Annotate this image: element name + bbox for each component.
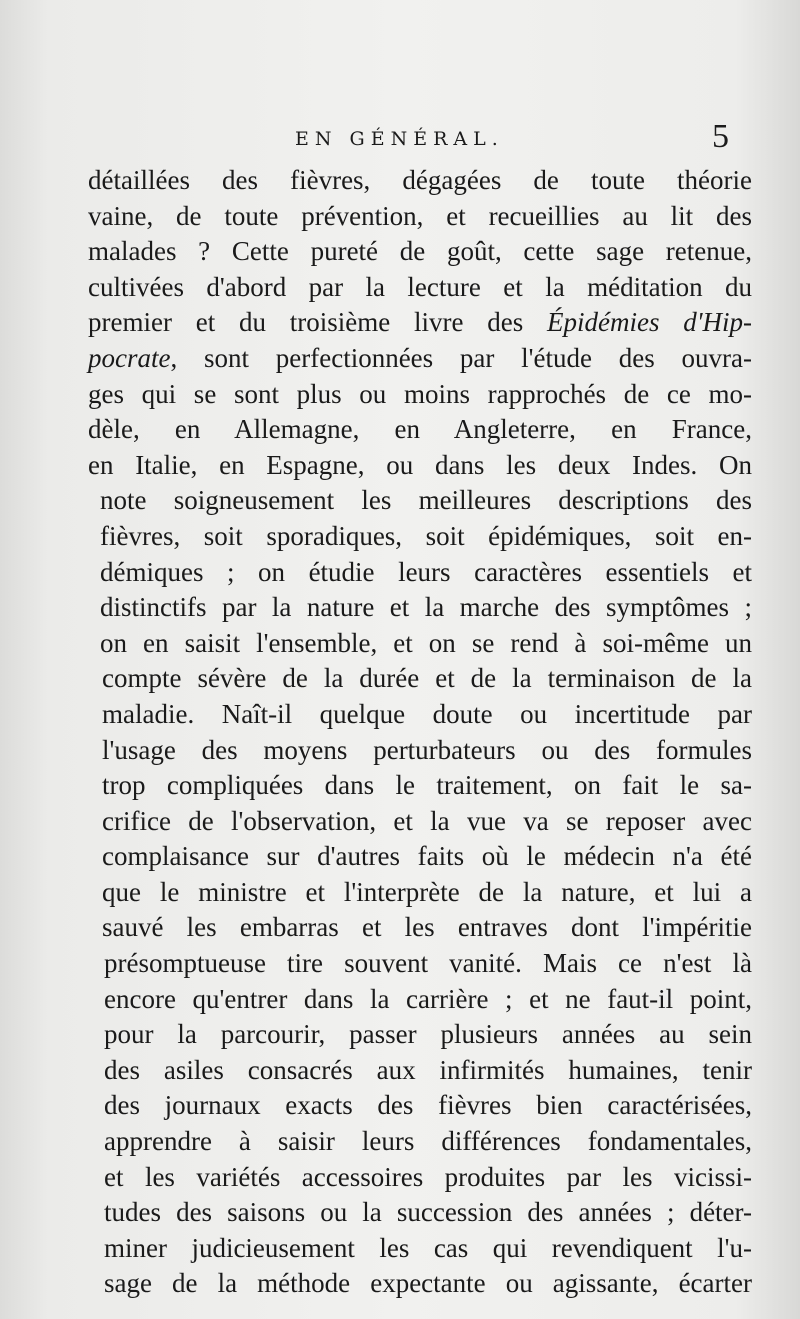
text-line: vaine, de toute prévention, et recueillies au lit des — [88, 200, 752, 231]
page-number: 5 — [712, 118, 729, 155]
running-head: EN GÉNÉRAL. — [295, 128, 504, 150]
text-line: apprendre à saisir leurs différences fondamentales, — [104, 1126, 752, 1157]
text-line: dèle, en Allemagne, en Angleterre, en France, — [88, 414, 752, 445]
text-line: présomptueuse tire souvent vanité. Mais ce n'est là — [104, 948, 752, 979]
text-line — [88, 305, 752, 341]
text-line: en Italie, en Espagne, ou dans les deux Indes. On — [88, 449, 752, 480]
text-line: encore qu'entrer dans la carrière ; et ne faut-il point, — [104, 983, 752, 1014]
text-line: pour la parcourir, passer plusieurs années au sein — [104, 1019, 752, 1050]
text-line: que le ministre et l'interprète de la nature, et lui a — [102, 876, 752, 907]
text-segment: , sont perfectionnées par l'étude des ouvra- — [170, 342, 752, 373]
text-line: malades ? Cette pureté de goût, cette sage retenue, — [88, 236, 752, 267]
text-line: ges qui se sont plus ou moins rapprochés de ce mo- — [88, 378, 752, 409]
text-line: compte sévère de la durée et de la terminaison de la — [102, 663, 752, 694]
text-line: trop compliquées dans le traitement, on fait le sa- — [102, 770, 752, 801]
text-line: miner judicieusement les cas qui revendiquent l'u- — [104, 1232, 752, 1263]
text-line: complaisance sur d'autres faits où le médecin n'a été — [102, 841, 752, 872]
text-line: l'usage des moyens perturbateurs ou des formules — [102, 734, 752, 765]
text-line: note soigneusement les meilleures descriptions des — [100, 485, 752, 516]
text-line: maladie. Naît-il quelque doute ou incertitude par — [102, 698, 752, 729]
page-header — [0, 118, 800, 158]
text-line — [88, 341, 752, 377]
text-segment: premier et du troisième livre des — [88, 307, 524, 338]
text-line: cultivées d'abord par la lecture et la méditation du — [88, 271, 752, 302]
text-line: crifice de l'observation, et la vue va se reposer avec — [102, 805, 752, 836]
text-line: des journaux exacts des fièvres bien caractérisées, — [104, 1090, 752, 1121]
text-line: démiques ; on étudie leurs caractères essentiels et — [100, 556, 752, 587]
text-line: des asiles consacrés aux infirmités humaines, tenir — [104, 1054, 752, 1085]
text-line: détaillées des fièvres, dégagées de toute théorie — [88, 165, 752, 195]
text-line: et les variétés accessoires produites par les vicissi- — [104, 1161, 752, 1192]
italic-title: pocrate — [88, 342, 171, 373]
text-line: fièvres, soit sporadiques, soit épidémiques, soit en- — [100, 520, 752, 551]
text-line: sauvé les embarras et les entraves dont l'impéritie — [102, 912, 752, 943]
body-text — [88, 163, 752, 1302]
italic-title: Épidémies d'Hip- — [546, 307, 752, 338]
text-line: on en saisit l'ensemble, et on se rend à soi-même un — [100, 627, 752, 658]
text-line: tudes des saisons ou la succession des années ; déter- — [104, 1197, 752, 1228]
text-line: sage de la méthode expectante ou agissante, écarter — [104, 1268, 752, 1299]
text-line: distinctifs par la nature et la marche des symptômes ; — [100, 592, 752, 623]
